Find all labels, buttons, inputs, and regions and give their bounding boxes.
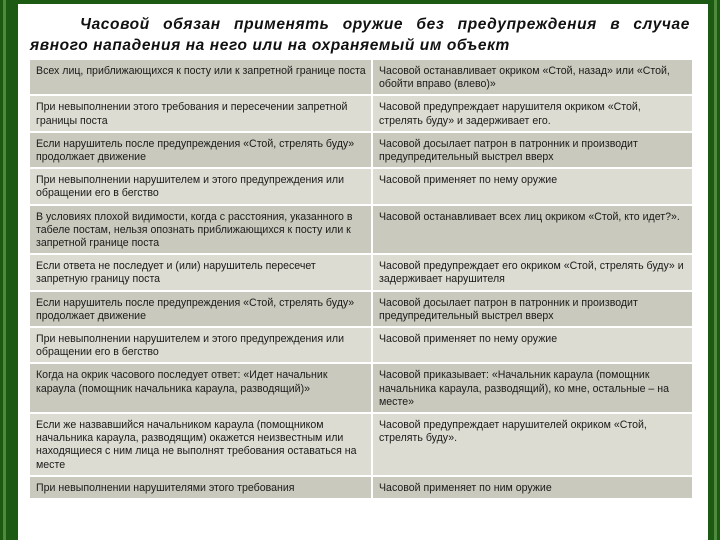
condition-cell: Когда на окрик часового последует ответ: «Идет начальник караула (помощник начальника караула, разводящий)»: [30, 363, 372, 413]
table-row: [30, 363, 692, 413]
action-cell: Часовой досылает патрон в патронник и производит предупредительный выстрел вверх: [372, 132, 692, 168]
action-cell: Часовой приказывает: «Начальник караула (помощник начальника караула, разводящий), ко мне, остальные – на месте»: [372, 363, 692, 413]
condition-cell: Если ответа не последует и (или) нарушитель пересечет запретную границу поста: [30, 254, 372, 290]
condition-cell: В условиях плохой видимости, когда с расстояния, указанного в табеле постам, нельзя опознать приближающихся к посту или к запретной границе поста: [30, 205, 372, 255]
action-cell: Часовой применяет по нему оружие: [372, 168, 692, 204]
table-row: [30, 254, 692, 290]
condition-cell: При невыполнении нарушителем и этого предупреждения или обращении его в бегство: [30, 327, 372, 363]
action-cell: Часовой применяет по ним оружие: [372, 476, 692, 499]
table-row: [30, 413, 692, 476]
action-cell: Часовой предупреждает нарушителя окриком «Стой, стрелять буду» и задерживает его.: [372, 95, 692, 131]
table-row: [30, 168, 692, 204]
condition-cell: Если нарушитель после предупреждения «Стой, стрелять буду» продолжает движение: [30, 291, 372, 327]
table-row: [30, 95, 692, 131]
left-border: [0, 0, 18, 540]
action-cell: Часовой предупреждает его окриком «Стой, стрелять буду» и задерживает нарушителя: [372, 254, 692, 290]
rules-table: [30, 60, 692, 500]
condition-cell: Если нарушитель после предупреждения «Стой, стрелять буду» продолжает движение: [30, 132, 372, 168]
page-title: Часовой обязан применять оружие без предупреждения в случае явного нападения на него или на охраняемый им объект: [30, 16, 690, 54]
rules-table-wrapper: [30, 60, 692, 500]
action-cell: Часовой останавливает окриком «Стой, назад» или «Стой, обойти вправо (влево)»: [372, 60, 692, 95]
action-cell: Часовой досылает патрон в патронник и производит предупредительный выстрел вверх: [372, 291, 692, 327]
top-border: [0, 0, 720, 4]
condition-cell: Если же назвавшийся начальником караула (помощником начальника караула, разводящим) окажется неизвестным или находящиеся с ним лица не выполнят требования оставаться на месте: [30, 413, 372, 476]
table-row: [30, 476, 692, 499]
right-border: [708, 0, 720, 540]
condition-cell: Всех лиц, приближающихся к посту или к запретной границе поста: [30, 60, 372, 95]
action-cell: Часовой останавливает всех лиц окриком «Стой, кто идет?».: [372, 205, 692, 255]
table-row: [30, 205, 692, 255]
action-cell: Часовой предупреждает нарушителей окриком «Стой, стрелять буду».: [372, 413, 692, 476]
table-row: [30, 327, 692, 363]
table-row: [30, 291, 692, 327]
condition-cell: При невыполнении этого требования и пересечении запретной границы поста: [30, 95, 372, 131]
table-row: [30, 60, 692, 95]
condition-cell: При невыполнении нарушителем и этого предупреждения или обращении его в бегство: [30, 168, 372, 204]
action-cell: Часовой применяет по нему оружие: [372, 327, 692, 363]
condition-cell: При невыполнении нарушителями этого требования: [30, 476, 372, 499]
table-row: [30, 132, 692, 168]
